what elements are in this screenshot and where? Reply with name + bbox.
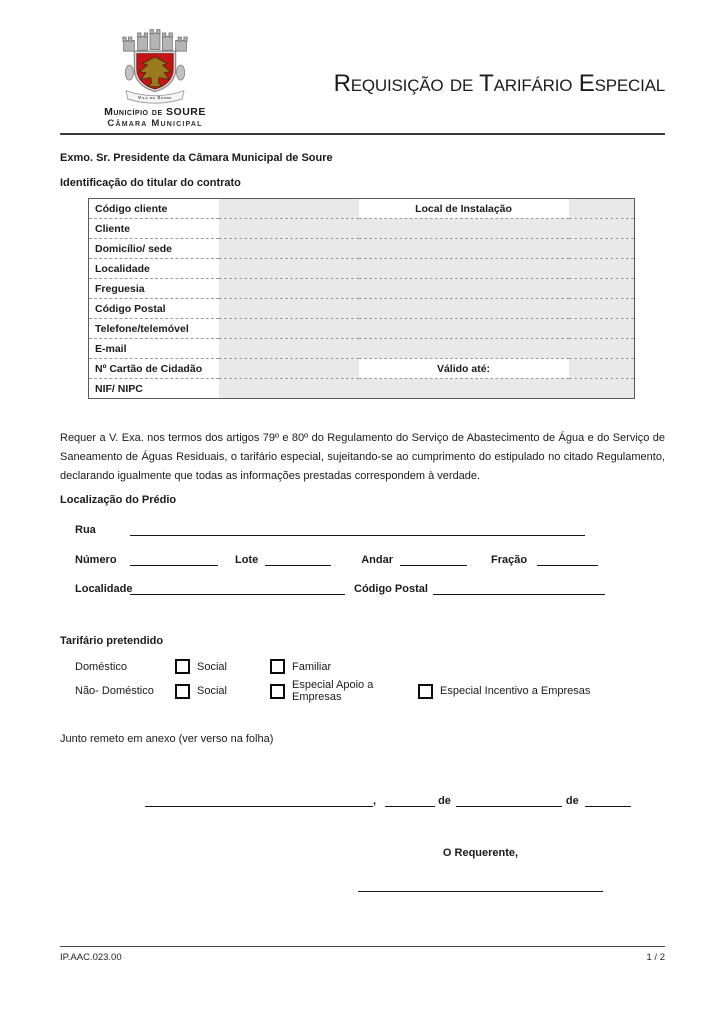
freguesia-cell[interactable] (219, 279, 635, 299)
fracao-line[interactable] (537, 552, 598, 566)
checkbox-label: Especial Incentivo a Empresas (440, 685, 591, 697)
social-checkbox[interactable] (175, 659, 190, 674)
valido-ate-cell[interactable] (569, 359, 635, 379)
table-row (89, 259, 635, 279)
tariff-option (270, 659, 418, 674)
tariff-option (175, 659, 270, 674)
year-line[interactable] (585, 793, 631, 807)
codigo-postal-line[interactable] (433, 581, 605, 595)
municipality-body: Câmara Municipal (107, 118, 203, 129)
month-line[interactable] (456, 793, 562, 807)
local-instalacao-cell[interactable] (569, 199, 635, 219)
localidade-row (60, 581, 620, 595)
telefone-cell[interactable] (219, 319, 635, 339)
municipality-name: Município de SOURE (104, 106, 206, 118)
social-nd-checkbox[interactable] (175, 684, 190, 699)
rua-line[interactable] (130, 522, 585, 536)
numero-label: Número (75, 554, 117, 566)
right-ornament (176, 65, 184, 80)
page-number: 1 / 2 (646, 952, 665, 963)
property-heading: Localização do Prédio (60, 494, 177, 506)
field-label: Código Postal (89, 299, 219, 319)
codigo-postal-label: Código Postal (354, 583, 428, 595)
header-divider (60, 133, 665, 135)
rua-row (60, 522, 620, 536)
page-title: Requisição de Tarifário Especial (333, 70, 665, 97)
tariff-row-label: Não- Doméstico (75, 685, 154, 697)
nif-cell[interactable] (219, 379, 635, 399)
especial-apoio-checkbox[interactable] (270, 684, 285, 699)
table-row (89, 359, 635, 379)
identification-heading: Identificação do titular do contrato (60, 177, 241, 189)
localidade-cell[interactable] (219, 259, 635, 279)
tariff-option (270, 679, 418, 703)
page-header (60, 28, 665, 129)
andar-line[interactable] (400, 552, 467, 566)
codigo-postal-cell[interactable] (219, 299, 635, 319)
attachment-note: Junto remeto em anexo (ver verso na folha) (60, 733, 274, 745)
cartao-cidadao-cell[interactable] (219, 359, 359, 379)
day-line[interactable] (385, 793, 435, 807)
checkbox-label: Especial Apoio a Empresas (292, 679, 374, 703)
municipality-brand (60, 28, 250, 129)
field-label: Local de Instalação (359, 199, 569, 219)
table-row (89, 339, 635, 359)
tariff-heading: Tarifário pretendido (60, 635, 164, 647)
checkbox-label: Social (197, 685, 227, 697)
rua-label: Rua (75, 524, 96, 536)
table-row (89, 279, 635, 299)
place-date-row (145, 793, 665, 807)
tariff-row-domestico (75, 659, 665, 674)
codigo-cliente-cell[interactable] (219, 199, 359, 219)
comma: , (373, 795, 377, 807)
de-word: de (565, 795, 579, 807)
localidade-line[interactable] (130, 581, 345, 595)
request-paragraph: Requer a V. Exa. nos termos dos artigos 79º e 80º do Regulamento do Serviço de Abastecimento de Água e do Serviço de Saneamento de Águas Residuais, o tarifário especial, sujeitando-se ao cumprimento do estipulado no citado Regulamento, declarando igualmente que todas as informações prestadas correspondem à verdade. (60, 432, 665, 482)
field-label: Válido até: (359, 359, 569, 379)
localidade-label: Localidade (75, 583, 133, 595)
domicilio-cell[interactable] (219, 239, 635, 259)
table-row (89, 239, 635, 259)
identification-table (88, 198, 635, 399)
field-label: Nº Cartão de Cidadão (89, 359, 219, 379)
field-label: Telefone/telemóvel (89, 319, 219, 339)
tariff-option (175, 684, 270, 699)
familiar-checkbox[interactable] (270, 659, 285, 674)
addressee-line: Exmo. Sr. Presidente da Câmara Municipal de Soure (60, 152, 333, 164)
numero-line[interactable] (130, 552, 218, 566)
checkbox-label: Familiar (292, 660, 332, 673)
tariff-options (75, 659, 665, 703)
field-label: Cliente (89, 219, 219, 239)
field-label: Domicílio/ sede (89, 239, 219, 259)
tariff-option (418, 684, 590, 699)
fracao-label: Fração (491, 554, 528, 566)
field-label: E-mail (89, 339, 219, 359)
document-code: IP.AAC.023.00 (60, 952, 122, 963)
table-row (89, 299, 635, 319)
especial-incentivo-checkbox[interactable] (418, 684, 433, 699)
signature-block (358, 847, 603, 892)
place-line[interactable] (145, 793, 373, 807)
table-row (89, 319, 635, 339)
table-row (89, 379, 635, 399)
signature-line[interactable] (358, 871, 603, 892)
field-label: Freguesia (89, 279, 219, 299)
numero-row (60, 552, 620, 566)
lote-label: Lote (235, 554, 259, 566)
table-row (89, 199, 635, 219)
cliente-cell[interactable] (219, 219, 635, 239)
lote-line[interactable] (265, 552, 331, 566)
checkbox-label: Social (197, 660, 227, 673)
email-cell[interactable] (219, 339, 635, 359)
page-footer (60, 946, 665, 963)
left-ornament (125, 65, 133, 80)
signature-caption: O Requerente, (442, 847, 519, 859)
tariff-row-label: Doméstico (75, 660, 127, 673)
municipal-crest-icon (111, 28, 199, 104)
table-row (89, 219, 635, 239)
tariff-row-nao-domestico (75, 679, 665, 703)
de-word: de (438, 795, 451, 807)
crown-icon (123, 30, 187, 51)
andar-label: Andar (361, 554, 394, 566)
crest-banner-text: Vila de Soure (138, 95, 172, 101)
field-label: Código cliente (89, 199, 219, 219)
field-label: Localidade (89, 259, 219, 279)
field-label: NIF/ NIPC (89, 379, 219, 399)
